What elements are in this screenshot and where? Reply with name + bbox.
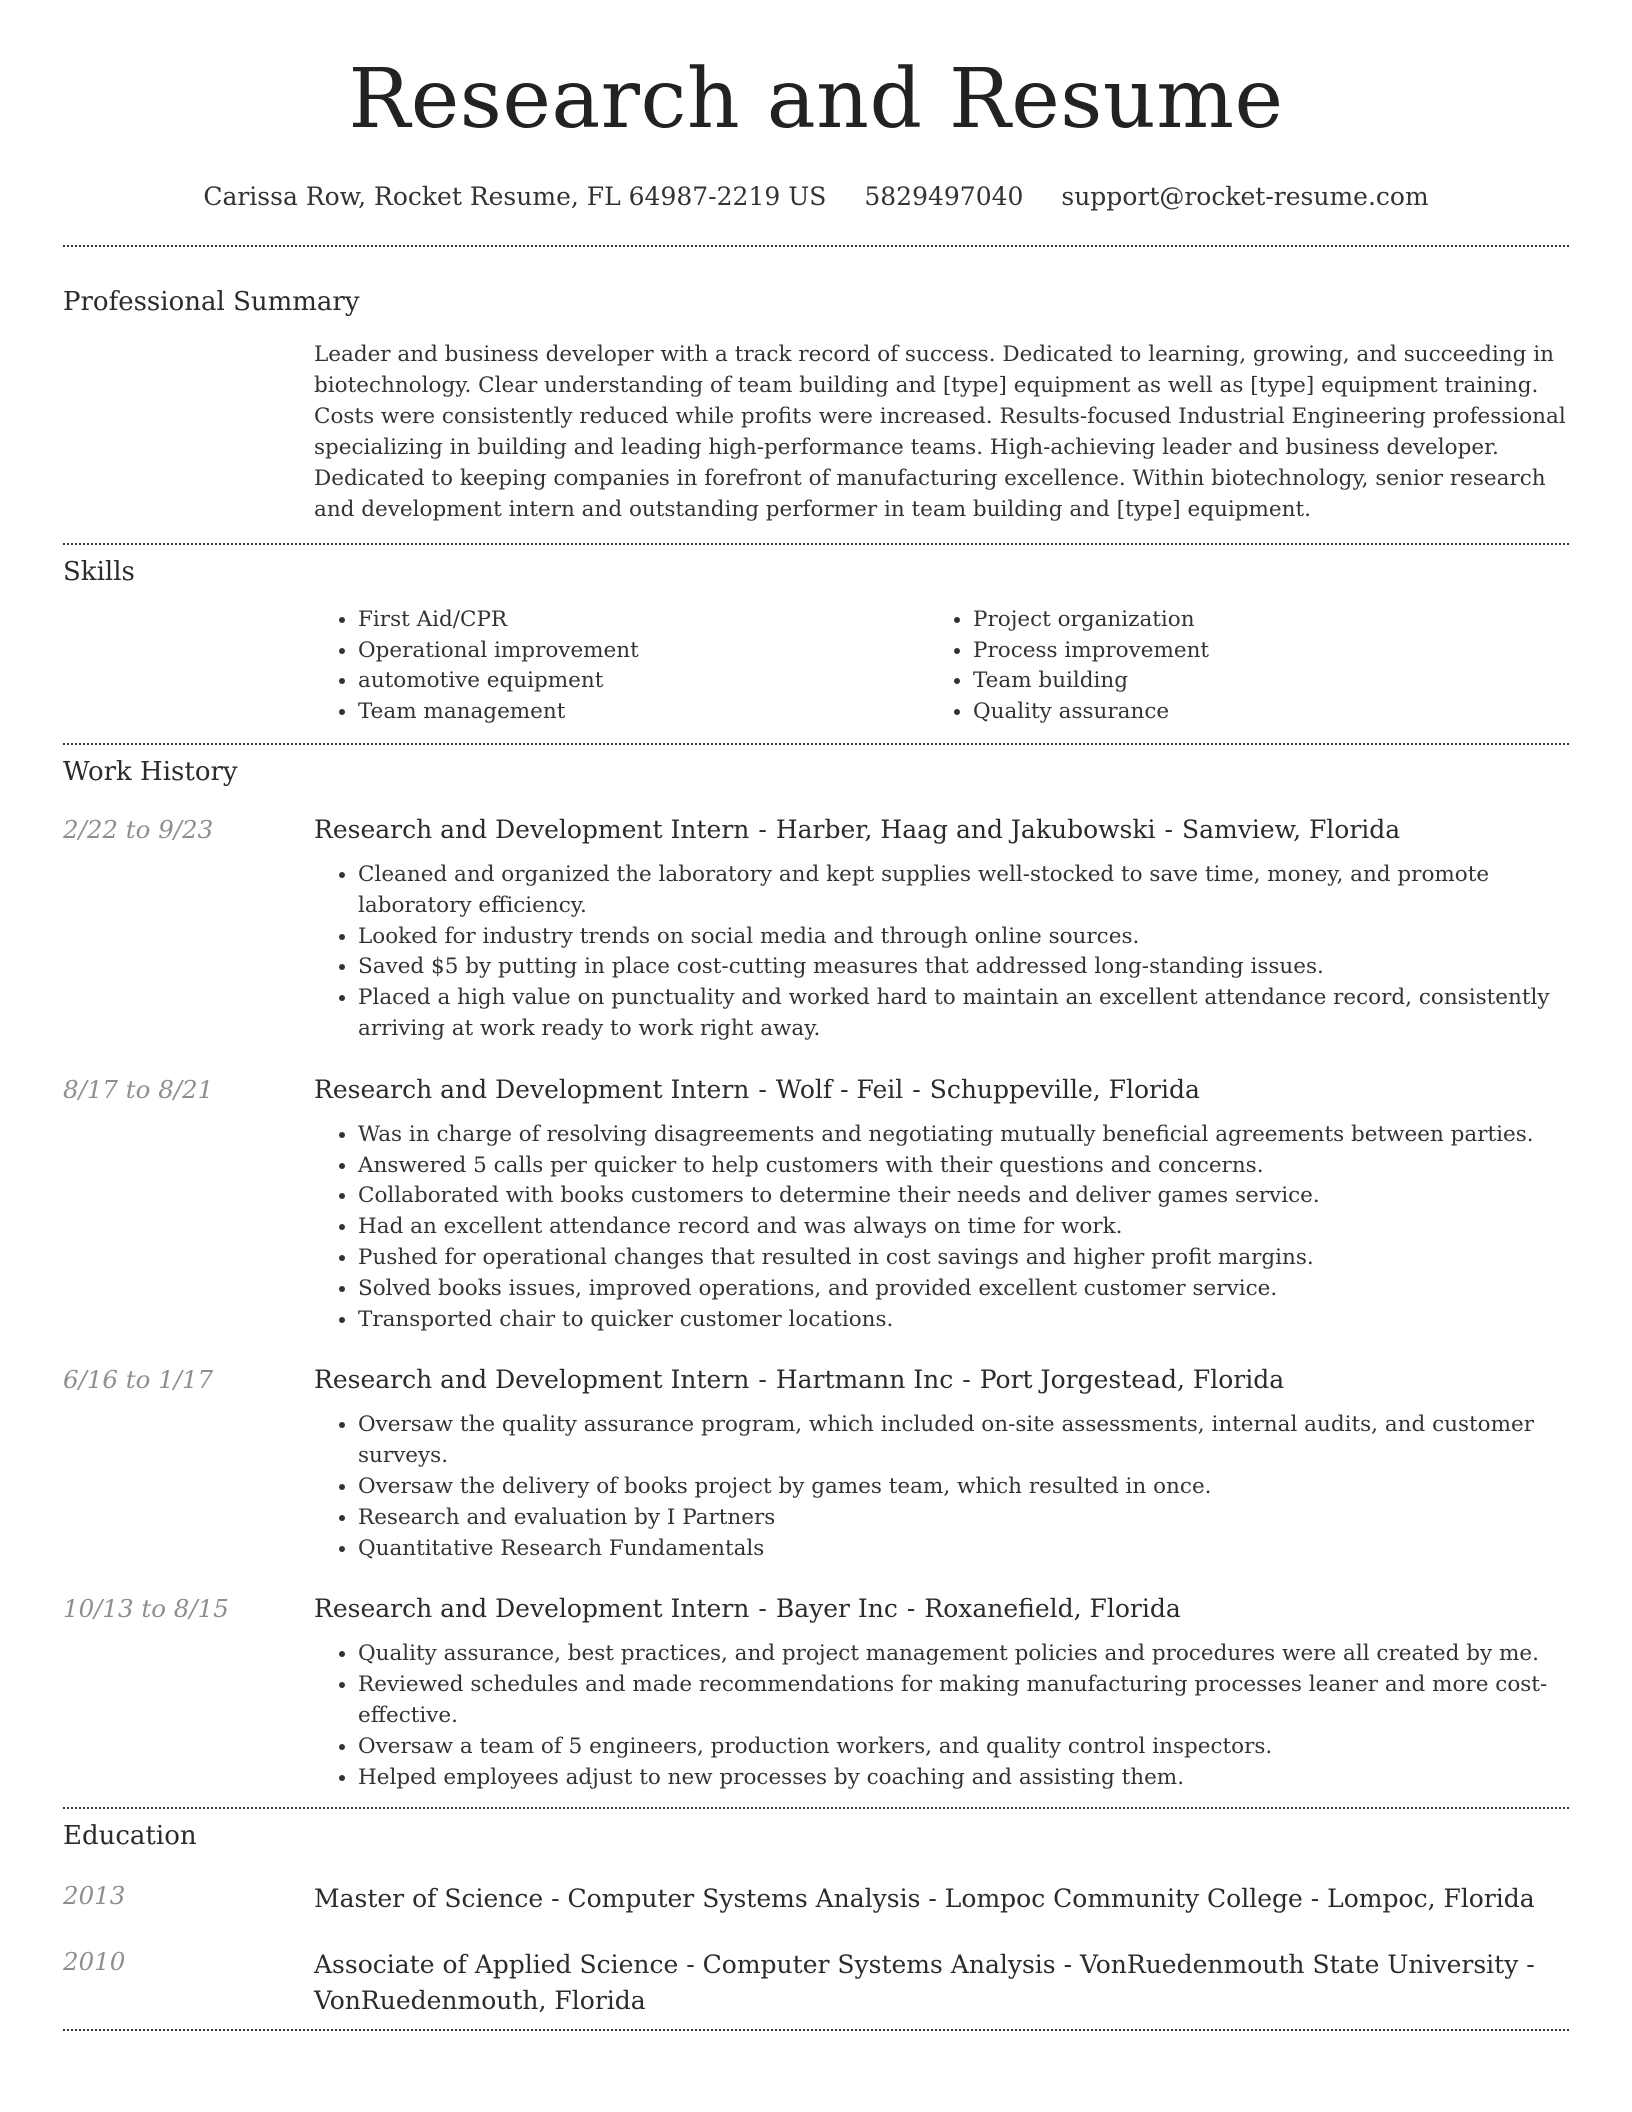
summary-heading: Professional Summary [63, 287, 360, 317]
section-divider [63, 2029, 1569, 2031]
work-history-list [63, 815, 1569, 1793]
job-role: Research and Development Intern [314, 815, 750, 844]
job-company: Harber, Haag and Jakubowski [775, 815, 1156, 844]
skills-list [314, 605, 1569, 727]
job-bullet: • Had an excellent attendance record and was always on time for work. [358, 1212, 1569, 1243]
job-bullet: • Oversaw the quality assurance program, which included on-site assessments, internal audits, and customer surveys. [358, 1410, 1569, 1472]
contact-address: Carissa Row, Rocket Resume, FL 64987-2219 US [203, 182, 827, 211]
job-heading: Research and Development Intern - Bayer Inc - Roxanefield, Florida [314, 1594, 1181, 1624]
job-bullets [314, 1120, 1569, 1336]
skill-item: • Team management [358, 697, 929, 728]
education-entry [63, 1947, 1569, 2019]
job-bullets [314, 1639, 1569, 1793]
summary-text: Leader and business developer with a track record of success. Dedicated to learning, growing, and succeeding in biotechnology. Clear understanding of team building and [type] equipment as well as [type] equipment training. Costs were consistently reduced while profits were increased. Results-focused Industrial Engineering professional specializing in building and leading high-performance teams. High-achieving leader and business developer. Dedicated to keeping companies in forefront of manufacturing excellence. Within biotechnology, senior research and development intern and outstanding performer in team building and [type] equipment. [314, 342, 1566, 522]
contact-email: support@rocket-resume.com [1061, 182, 1429, 211]
section-divider [63, 743, 1569, 745]
job-dates: 2/22 to 9/23 [63, 815, 214, 844]
job-bullet: • Cleaned and organized the laboratory and kept supplies well-stocked to save time, money, and promote laboratory efficiency. [358, 860, 1569, 922]
job-entry [63, 1075, 1569, 1336]
job-location: Roxanefield, Florida [924, 1594, 1181, 1624]
skill-item: • Operational improvement [358, 636, 929, 667]
job-heading: Research and Development Intern - Hartmann Inc - Port Jorgestead, Florida [314, 1365, 1285, 1395]
job-location: Port Jorgestead, Florida [979, 1365, 1285, 1395]
job-bullet: • Helped employees adjust to new processes by coaching and assisting them. [358, 1763, 1569, 1794]
job-heading: Research and Development Intern - Harber, Haag and Jakubowski - Samview, Florida [314, 815, 1401, 844]
job-bullet: • Reviewed schedules and made recommendations for making manufacturing processes leaner and more cost-effective. [358, 1670, 1569, 1732]
job-entry [63, 815, 1569, 1045]
job-bullet: • Pushed for operational changes that resulted in cost savings and higher profit margins. [358, 1243, 1569, 1274]
skill-item: • Project organization [973, 605, 1569, 636]
job-entry [63, 1365, 1569, 1564]
job-bullet: • Collaborated with books customers to determine their needs and deliver games service. [358, 1181, 1569, 1212]
skills-column-2 [929, 605, 1569, 727]
work-history-heading: Work History [63, 757, 238, 787]
education-heading: Education [63, 1821, 197, 1852]
skill-item: • Quality assurance [973, 697, 1569, 728]
job-dates: 6/16 to 1/17 [63, 1365, 214, 1395]
job-bullet: • Quantitative Research Fundamentals [358, 1534, 1569, 1565]
job-bullets [314, 1410, 1569, 1564]
education-detail: Master of Science - Computer Systems Analysis - Lompoc Community College - Lompoc, Florida [314, 1884, 1535, 1914]
contact-line [63, 182, 1569, 211]
job-role: Research and Development Intern [314, 1594, 750, 1624]
job-company: Hartmann Inc [775, 1365, 954, 1395]
job-bullet: • Looked for industry trends on social media and through online sources. [358, 922, 1569, 953]
section-divider [63, 245, 1569, 247]
contact-phone: 5829497040 [864, 182, 1024, 211]
job-location: Samview, Florida [1181, 815, 1401, 844]
section-divider [63, 1807, 1569, 1809]
education-entry [63, 1881, 1569, 1917]
skills-column-1 [314, 605, 929, 727]
job-bullet: • Research and evaluation by I Partners [358, 1503, 1569, 1534]
job-bullet: • Placed a high value on punctuality and worked hard to maintain an excellent attendance record, consistently arriving at work ready to work right away. [358, 983, 1569, 1045]
job-location: Schuppeville, Florida [929, 1074, 1200, 1104]
skill-item: • Team building [973, 666, 1569, 697]
job-bullet: • Saved $5 by putting in place cost-cutting measures that addressed long-standing issues. [358, 952, 1569, 983]
education-year: 2013 [63, 1881, 126, 1911]
job-dates: 10/13 to 8/15 [63, 1594, 229, 1624]
skill-item: • First Aid/CPR [358, 605, 929, 636]
job-bullet: • Was in charge of resolving disagreements and negotiating mutually beneficial agreements between parties. [358, 1120, 1569, 1151]
job-bullet: • Solved books issues, improved operations, and provided excellent customer service. [358, 1274, 1569, 1305]
job-dates: 8/17 to 8/21 [63, 1074, 214, 1104]
job-bullet: • Transported chair to quicker customer locations. [358, 1305, 1569, 1336]
job-bullets [314, 860, 1569, 1045]
job-entry [63, 1594, 1569, 1793]
job-role: Research and Development Intern [314, 1365, 750, 1395]
skills-heading: Skills [63, 557, 135, 587]
job-company: Bayer Inc [775, 1594, 898, 1624]
job-role: Research and Development Intern [314, 1074, 750, 1104]
job-bullet: • Oversaw a team of 5 engineers, production workers, and quality control inspectors. [358, 1732, 1569, 1763]
job-heading: Research and Development Intern - Wolf - Feil - Schuppeville, Florida [314, 1074, 1200, 1104]
section-divider [63, 543, 1569, 545]
job-bullet: • Answered 5 calls per quicker to help customers with their questions and concerns. [358, 1151, 1569, 1182]
education-year: 2010 [63, 1947, 126, 1977]
job-bullet: • Oversaw the delivery of books project by games team, which resulted in once. [358, 1472, 1569, 1503]
job-bullet: • Quality assurance, best practices, and project management policies and procedures were all created by me. [358, 1639, 1569, 1670]
skill-item: • automotive equipment [358, 666, 929, 697]
candidate-name: Research and Resume [348, 52, 1284, 147]
skill-item: • Process improvement [973, 636, 1569, 667]
education-detail: Associate of Applied Science - Computer Systems Analysis - VonRuedenmouth State University - VonRuedenmouth, Florida [314, 1950, 1535, 2016]
job-company: Wolf - Feil [775, 1074, 904, 1104]
